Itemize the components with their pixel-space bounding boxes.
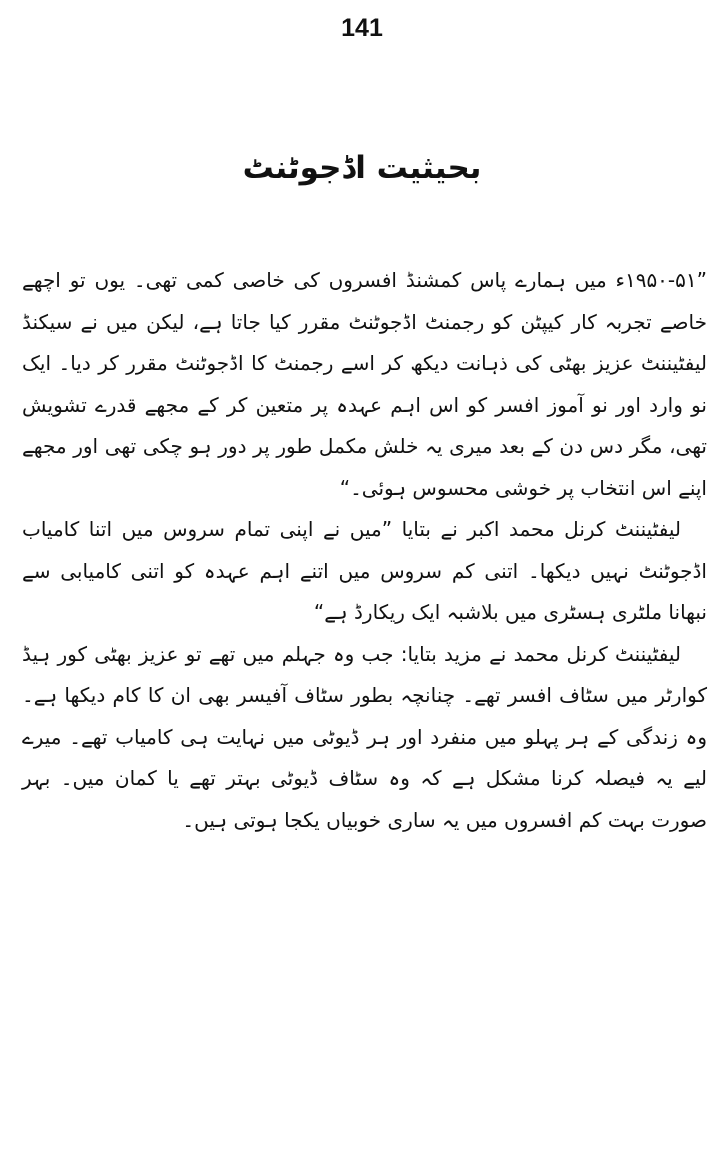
chapter-title: بحیثیت اڈجوٹنٹ: [242, 150, 482, 186]
paragraph-quote-1: ”۱۹۵۰-۵۱ء میں ہمارے پاس کمشنڈ افسروں کی خاصی کمی تھی۔ یوں تو اچھے خاصے تجربہ کار کیپٹن کو رجمنٹ اڈجوٹنٹ مقرر کیا جاتا ہے، لیکن میں نے سیکنڈ لیفٹیننٹ عزیز بھٹی کی ذہانت دیکھ کر اسے رجمنٹ کا اڈجوٹنٹ مقرر کر دیا۔ ایک نو وارد اور نو آموز افسر کو اس اہم عہدہ پر متعین کر کے مجھے قدرے تشویش تھی، مگر دس دن کے بعد میری یہ خلش مکمل طور پر دور ہو چکی تھی اور مجھے اپنے اس انتخاب پر خوشی محسوس ہوئی۔“: [22, 268, 707, 500]
page-body: [22, 260, 707, 841]
paragraph-quote-3: لیفٹیننٹ کرنل محمد نے مزید بتایا: جب وہ جہلم میں تھے تو عزیز بھٹی کور ہیڈ کوارٹر میں سٹاف افسر تھے۔ چنانچہ بطور سٹاف آفیسر بھی ان کا کام دیکھا ہے۔ وہ زندگی کے ہر پہلو میں منفرد اور ہر ڈیوٹی میں نہایت ہی کامیاب تھے۔ میرے لیے یہ فیصلہ کرنا مشکل ہے کہ وہ سٹاف ڈیوٹی بہتر تھے یا کمان میں۔ بہر صورت بہت کم افسروں میں یہ ساری خوبیاں یکجا ہوتی ہیں۔: [22, 641, 707, 832]
paragraph-quote-2: لیفٹیننٹ کرنل محمد اکبر نے بتایا ”میں نے اپنی تمام سروس میں اتنا کامیاب اڈجوٹنٹ نہیں دیکھا۔ اتنی کم سروس میں اتنے اہم عہدہ کو اتنی کامیابی سے نبھانا ملٹری ہسٹری میں بلاشبہ ایک ریکارڈ ہے“: [22, 517, 707, 624]
page-number: 141: [341, 14, 383, 42]
